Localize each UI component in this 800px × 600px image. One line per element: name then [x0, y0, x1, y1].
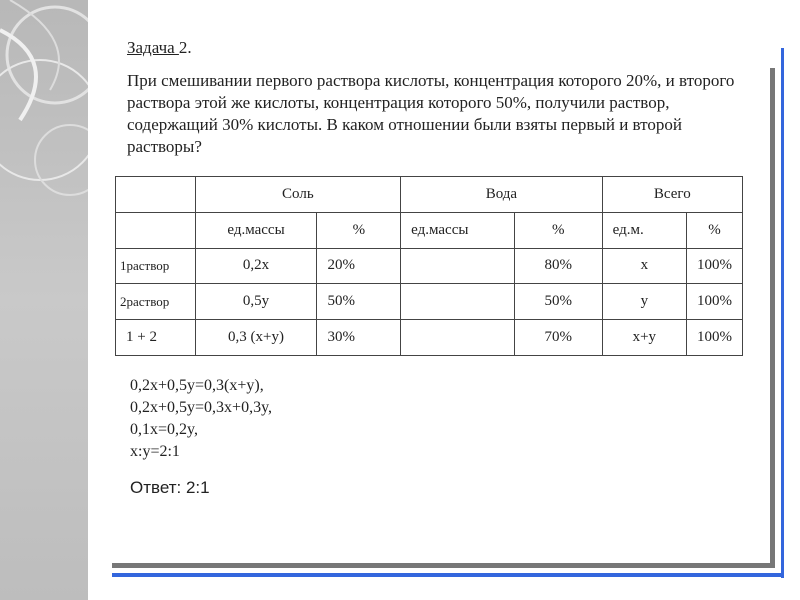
group-header-salt: Соль — [195, 177, 401, 213]
subheader-cell: % — [687, 212, 743, 248]
table-empty-cell — [116, 212, 196, 248]
table-cell: 0,3 (x+y) — [195, 320, 317, 356]
subheader-cell: % — [317, 212, 401, 248]
table-cell: 30% — [317, 320, 401, 356]
slide-frame-shadow-right — [770, 68, 775, 568]
problem-statement: При смешивании первого раствора кислоты, концентрация которого 20%, и второго раствора этой же кислоты, концентрация которого 50%, получили раствор, содержащий 30% кислоты. В каком отношении были взяты первый и второй растворы? — [127, 71, 735, 156]
table-cell: 100% — [687, 248, 743, 284]
row-label: 1раствор — [116, 248, 196, 284]
table-cell: 100% — [687, 284, 743, 320]
task-title-number: 2. — [178, 38, 192, 57]
task-title — [127, 38, 192, 58]
table-row — [116, 320, 743, 356]
table-cell: 50% — [317, 284, 401, 320]
table-cell — [401, 248, 515, 284]
task-title-word: Задача — [127, 38, 179, 57]
table-cell: x+y — [602, 320, 686, 356]
row-label: 2раствор — [116, 284, 196, 320]
solution-line: x:y=2:1 — [130, 443, 180, 460]
table-header-row — [116, 177, 743, 213]
table-cell: 100% — [687, 320, 743, 356]
mixture-table — [115, 176, 743, 356]
table-cell: x — [602, 248, 686, 284]
row-label: 1 + 2 — [116, 320, 196, 356]
subheader-cell: % — [514, 212, 602, 248]
table-row — [116, 248, 743, 284]
table-cell: 0,5y — [195, 284, 317, 320]
table-cell: 80% — [514, 248, 602, 284]
subheader-cell: ед.м. — [602, 212, 686, 248]
solution-line: 0,1x=0,2y, — [130, 421, 198, 438]
solution-line: 0,2x+0,5y=0,3(x+y), — [130, 377, 264, 394]
table-cell: y — [602, 284, 686, 320]
table-cell — [401, 320, 515, 356]
slide-frame-blue-right — [781, 48, 784, 578]
subheader-cell: ед.массы — [401, 212, 515, 248]
table-row — [116, 284, 743, 320]
table-cell: 50% — [514, 284, 602, 320]
subheader-cell: ед.массы — [195, 212, 317, 248]
answer-text: Ответ: 2:1 — [130, 478, 210, 497]
solution-steps — [130, 375, 272, 463]
table-cell: 0,2x — [195, 248, 317, 284]
table-cell — [401, 284, 515, 320]
decorative-swirl-graphic — [0, 0, 88, 600]
table-cell: 20% — [317, 248, 401, 284]
slide-frame-shadow-bottom — [112, 563, 775, 568]
solution-line: 0,2x+0,5y=0,3x+0,3y, — [130, 399, 273, 416]
table-corner-cell — [116, 177, 196, 213]
decorative-side-panel — [0, 0, 88, 600]
table-subheader-row — [116, 212, 743, 248]
table-cell: 70% — [514, 320, 602, 356]
group-header-total: Всего — [602, 177, 742, 213]
slide-frame-blue-bottom — [112, 573, 784, 577]
group-header-water: Вода — [401, 177, 602, 213]
